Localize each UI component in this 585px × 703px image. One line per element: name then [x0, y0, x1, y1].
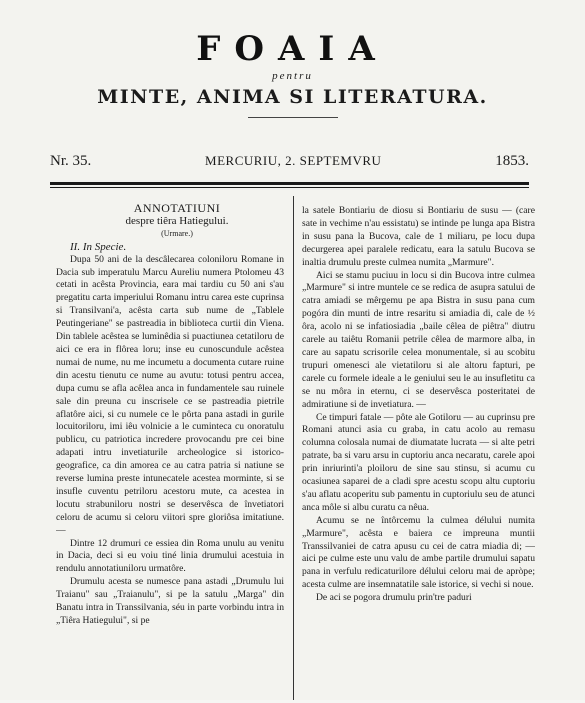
newspaper-title: FOAIA: [196, 29, 389, 69]
column-divider: [293, 196, 294, 700]
issue-year: 1853.: [495, 153, 529, 169]
paragraph: Dintre 12 drumuri ce essiea din Roma unulu au venitu in Dacia, deci si eu voiu tiné linia drumului acestuia in rendulu annotatiuniloru urmatôre.: [56, 537, 284, 575]
masthead-divider: [248, 117, 338, 118]
paragraph: la satele Bontiariu de diosu si Bontiariu de susu — (care sate in vechime n'au essistatu) se intinde pe lunga apa Bistra in susu pana la Bucova, cale de 1 miliaru, pe locu dupa decurgerea apei paralele redicatu, eara la satulu Bucova se inaltia drumulu preste culmea numita „Marmure".: [302, 205, 535, 268]
header-rule-thin: [50, 187, 529, 188]
paragraph: Ce timpuri fatale — pôte ale Gotiloru — au cuprinsu pre Romani atunci asia cu graba, in catu acolo au remasu columna colosala numai de diumatate lucrata — si alte petri patrate, ba si varu arsu in cuptoriu anca necaratu, carele apoi prin inriurinti'a ploiloru de sine sau stinsu, si acumu cu ocasiunea saparei de a cladi spre acestu scopu altu cuptoriu s'au aflatu acoperitu sub pamentu in cuptoriulu seu de atunci anca môle si albu curatu ca nêua.: [302, 411, 535, 513]
paragraph: De aci se pogora drumulu prin'tre paduri: [316, 592, 472, 604]
masthead: [0, 0, 585, 118]
paragraph: Drumulu acesta se numesce pana astadi „Drumulu lui Traianu" sau „Traianulu", si pe la satulu „Marga" din Banatu intra in Transsilvania, séu in parte vorbindu intra in „Tiêra Hatiegului", si pe: [56, 576, 284, 626]
left-column: [56, 202, 284, 700]
header-rule-thick: [50, 182, 529, 185]
paragraph: Aici se stamu puciuu in locu si din Bucova intre culmea „Marmure" si intre muntele ce se redica de asupra satului de catra amiadi se mêrgemu pe apa Bistra in susu pana cum pogóra din munti de intre resaritu si amiadia di, cale de ½ ôra, acolo ni se infatiosiadia „baile cêlea de piêtra" diutru carele au taiêtu Romanii petrile cêlea de marmore alba, in care au sapatu scrisorile celea monumentale, si au scobitu trupuri omenesci ale vietatiloru si ale altoru fapturi, pe carele cu formele ideale a le geniului seu le au insufletitu ca se nu môra in eternu, ci se deservêsca posteritatei de admiratiune si de invetiatura. —: [302, 269, 535, 410]
issue-number: Nr. 35.: [50, 153, 92, 169]
article-note: (Urmare.): [161, 228, 193, 238]
article-title: ANNOTATIUNI: [133, 202, 221, 215]
newspaper-subtitle: MINTE, ANIMA SI LITERATURA.: [97, 86, 488, 108]
issue-line: [50, 153, 529, 170]
paragraph: Dupa 50 ani de la descâlecarea coloniloru Romane in Dacia sub imperatulu Marcu Aureliu numera Ptolomeu 43 cetati in acêsta Provincia, eara mai tardiu cu 50 ani s'au pregatitu carta imperiului Romanu intru carea este cuprinsa si Transilvani'a, acêsta carta sub nume de „Tablele Peutingeriane" se pastreadia in biblioteca curtii din Viena. Din tablele acêstea se luminêdia si puactiunea cetatiloru de aici ce era in flôrea loru; inse eu cunoscundule acêstea numai de nume, nu me incumetu a documenta cutare ruine din acestu tienutu ce nume au avutu: totusi pentru accea, dupa cumu se afla acêlea anca in fundamentele sau ruinele sale din preuna cu inscrisele ce se pastreadia pietrile aflatôre aici, si cu numele ce le pôrta pana astadi in gurile locuitoriloru, imi iêu volnicie a le cuminteca cu onoratulu publicu, cu patriotica incredere provocandu pre cei bine adapati intru invetiaturile archeologice si istorico-geografice, ca din amorea ce au catra patria si natiune se reverse lumina preste intunecatele acestea morminte, si se insufle cuventu petriloru acestoru mute, ca acestea in locutu strabuniloru nostri se deservêsca de învetiatori celoru de acumu si celoru viitori spre gloriôsa imitatiune. —: [56, 253, 284, 536]
article-subtitle: despre tiêra Hatiegului.: [125, 214, 229, 227]
right-column: [302, 205, 535, 703]
paragraph: Acumu se ne întôrcemu la culmea délului numita „Marmure", acêsta e baiera ce impreuna muntii Transsilvaniei de catra apusu cu cei de catra miadia di; — aici pe culme este unu valu de ambe partile drumului sapatu pana in verfulu redicaturilore délului celoru mai de apròpe; acesta culme are insemnatatile sale istorice, si vechi si noue.: [302, 514, 535, 591]
issue-date: MERCURIU, 2. SEPTEMVRU: [205, 153, 382, 168]
article-section: II. In Specie.: [70, 240, 127, 253]
masthead-pentru: pentru: [272, 70, 313, 82]
